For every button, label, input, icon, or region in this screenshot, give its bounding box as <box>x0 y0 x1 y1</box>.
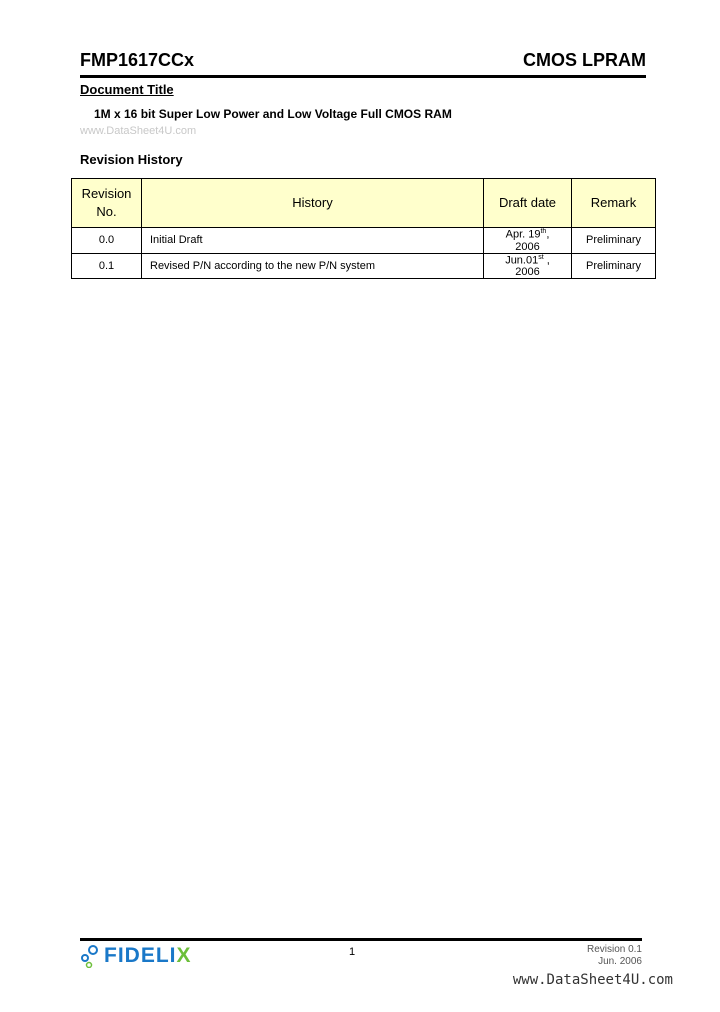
watermark-link[interactable]: www.DataSheet4U.com <box>80 125 197 137</box>
table-row <box>72 253 656 279</box>
logo-circles-icon <box>80 944 100 968</box>
product-category: CMOS LPRAM <box>523 50 646 70</box>
date-suffix: st <box>538 253 544 261</box>
cell-remark: Preliminary <box>572 228 656 254</box>
header-divider <box>80 75 646 78</box>
logo-text <box>104 944 192 968</box>
table-header-row <box>72 179 656 228</box>
date-text: Apr. 19 <box>505 228 541 241</box>
cell-rev: 0.1 <box>72 253 142 279</box>
cell-rev: 0.0 <box>72 228 142 254</box>
date-suffix: th <box>540 228 547 235</box>
cell-remark: Preliminary <box>572 253 656 279</box>
date-year: , 2006 <box>515 228 550 253</box>
revision-history-heading: Revision History <box>80 152 183 167</box>
col-revision-no: Revision No. <box>72 179 142 228</box>
fidelix-logo <box>80 944 192 968</box>
document-title: 1M x 16 bit Super Low Power and Low Voltage Full CMOS RAM <box>94 107 452 121</box>
footer-date: Jun. 2006 <box>598 956 642 967</box>
part-number: FMP1617CCx <box>80 50 195 70</box>
cell-history: Revised P/N according to the new P/N system <box>142 253 484 279</box>
page-number: 1 <box>349 946 356 958</box>
col-draft-date: Draft date <box>484 179 572 228</box>
cell-date <box>484 228 572 254</box>
document-title-heading: Document Title <box>80 82 174 97</box>
col-remark: Remark <box>572 179 656 228</box>
date-year: , 2006 <box>515 254 550 279</box>
date-text: Jun.01 <box>505 254 539 267</box>
watermark-footer-link[interactable]: www.DataSheet4U.com <box>512 972 673 988</box>
footer-divider <box>80 938 642 941</box>
logo-text-x: X <box>176 944 192 967</box>
cell-date <box>484 253 572 279</box>
col-history: History <box>142 179 484 228</box>
revision-history-table <box>71 178 656 279</box>
logo-text-main: FIDELI <box>104 944 177 967</box>
footer-revision: Revision 0.1 <box>586 944 642 955</box>
table-row <box>72 228 656 254</box>
cell-history: Initial Draft <box>142 228 484 254</box>
